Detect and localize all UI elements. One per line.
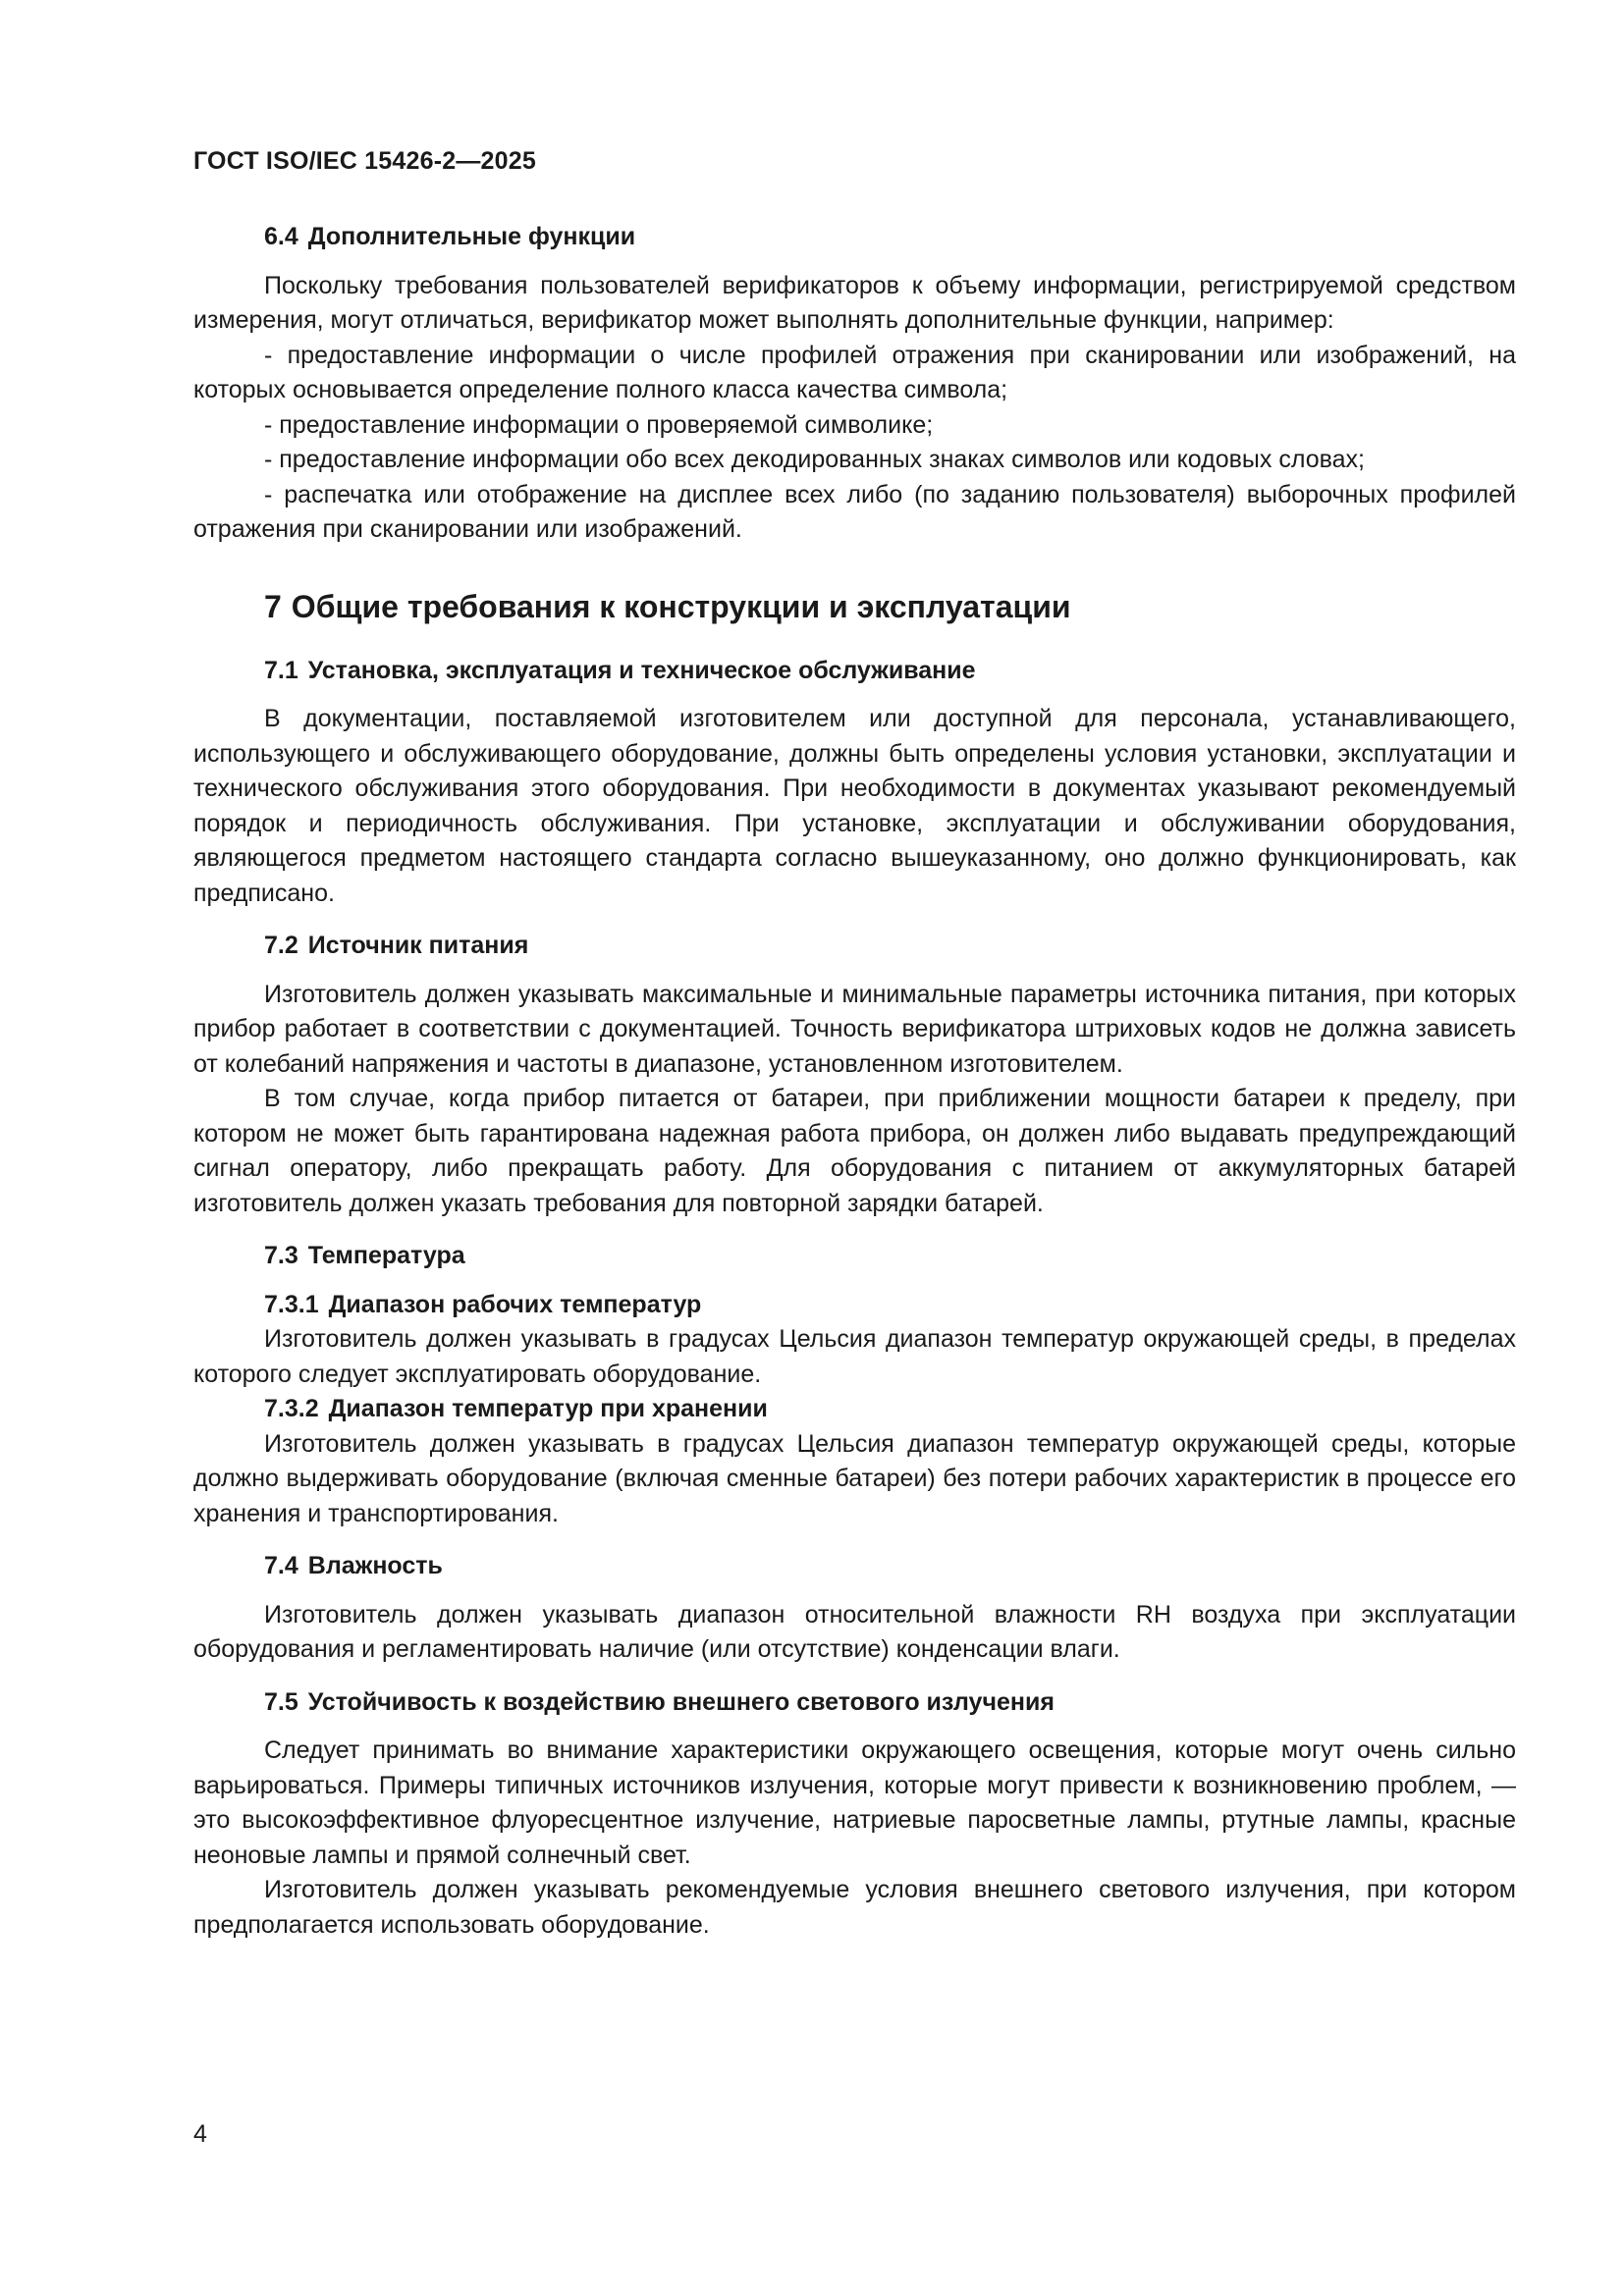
section-number: 7.1 (264, 656, 298, 684)
list-item: - распечатка или отображение на дисплее всех либо (по заданию пользователя) выборочных профилей отражения при сканировании или изображений. (193, 480, 1516, 543)
section-title: Устойчивость к воздействию внешнего светового излучения (307, 1687, 1055, 1716)
section-7-5-heading (193, 1685, 1516, 1721)
section-title: Влажность (307, 1552, 443, 1579)
section-7-heading (193, 587, 1516, 626)
list-item: - предоставление информации о проверяемой символике; (264, 410, 934, 439)
document-body (193, 220, 1516, 1943)
section-title: Общие требования к конструкции и эксплуатации (291, 588, 1071, 624)
section-7-3-heading (193, 1239, 1516, 1274)
page-number: 4 (193, 2120, 207, 2148)
section-7-4-heading (193, 1549, 1516, 1584)
section-number: 7.2 (264, 932, 298, 959)
section-number: 7.3.2 (264, 1395, 319, 1422)
section-7-2-heading (193, 929, 1516, 964)
section-7-5-paragraph-1: Следует принимать во внимание характеристики окружающего освещения, которые могут очень сильно варьироваться. Примеры типичных источников излучения, которые могут привести к возникновению проблем, — это высокоэффективное флуоресцентное излучение, натриевые паросветные лампы, ртутные лампы, красные неоновые лампы и прямой солнечный свет. (193, 1736, 1516, 1869)
section-title: Диапазон температур при хранении (328, 1395, 768, 1422)
section-title: Установка, эксплуатация и техническое обслуживание (307, 656, 976, 684)
section-title: Источник питания (307, 932, 529, 959)
section-number: 7.3 (264, 1242, 298, 1269)
section-7-3-1-text: Изготовитель должен указывать в градусах Цельсия диапазон температур окружающей среды, в пределах которого следует эксплуатировать оборудование. (193, 1325, 1516, 1388)
section-6-4-intro: Поскольку требования пользователей верификаторов к объему информации, регистрируемой средством измерения, могут отличаться, верификатор может выполнять дополнительные функции, например: (193, 271, 1516, 334)
section-number: 6.4 (264, 223, 298, 250)
section-title: Температура (307, 1242, 465, 1269)
section-number: 7.5 (264, 1687, 298, 1716)
section-6-4-heading (193, 220, 1516, 255)
section-7-2-paragraph-1: Изготовитель должен указывать максимальные и минимальные параметры источника питания, при которых прибор работает в соответствии с документацией. Точность верификатора штриховых кодов не должна зависеть от колебаний напряжения и частоты в диапазоне, установленном изготовителем. (193, 980, 1516, 1078)
section-7-1-heading (193, 654, 1516, 689)
section-number: 7 (264, 588, 282, 624)
list-item: - предоставление информации о числе профилей отражения при сканировании или изображений, на которых основывается определение полного класса качества символа; (193, 341, 1516, 403)
list-item: - предоставление информации обо всех декодированных знаках символов или кодовых словах; (264, 446, 1365, 473)
section-number: 7.4 (264, 1552, 298, 1579)
section-title: Дополнительные функции (307, 223, 636, 250)
document-code-header: ГОСТ ISO/IEC 15426-2—2025 (193, 147, 536, 175)
section-7-3-2-heading (193, 1392, 1516, 1427)
section-7-5-paragraph-2: Изготовитель должен указывать рекомендуемые условия внешнего светового излучения, при котором предполагается использовать оборудование. (193, 1876, 1516, 1939)
section-7-3-1-heading (193, 1288, 1516, 1323)
section-number: 7.3.1 (264, 1290, 319, 1318)
section-title: Диапазон рабочих температур (328, 1290, 702, 1318)
section-7-1-text: В документации, поставляемой изготовителем или доступной для персонала, устанавливающего, использующего и обслуживающего оборудование, должны быть определены условия установки, эксплуатации и технического обслуживания этого оборудования. При необходимости в документах указывают рекомендуемый порядок и периодичность обслуживания. При установке, эксплуатации и обслуживании оборудования, являющегося предметом настоящего стандарта согласно вышеуказанному, оно должно функционировать, как предписано. (193, 705, 1516, 907)
section-7-3-2-text: Изготовитель должен указывать в градусах Цельсия диапазон температур окружающей среды, которые должно выдерживать оборудование (включая сменные батареи) без потери рабочих характеристик в процессе его хранения и транспортирования. (193, 1429, 1516, 1527)
section-7-4-text: Изготовитель должен указывать диапазон относительной влажности RH воздуха при эксплуатации оборудования и регламентировать наличие (или отсутствие) конденсации влаги. (193, 1600, 1516, 1663)
section-7-2-paragraph-2: В том случае, когда прибор питается от батареи, при приближении мощности батареи к пределу, при котором не может быть гарантирована надежная работа прибора, он должен либо выдавать предупреждающий сигнал оператору, либо прекращать работу. Для оборудования с питанием от аккумуляторных батарей изготовитель должен указать требования для повторной зарядки батарей. (193, 1085, 1516, 1217)
